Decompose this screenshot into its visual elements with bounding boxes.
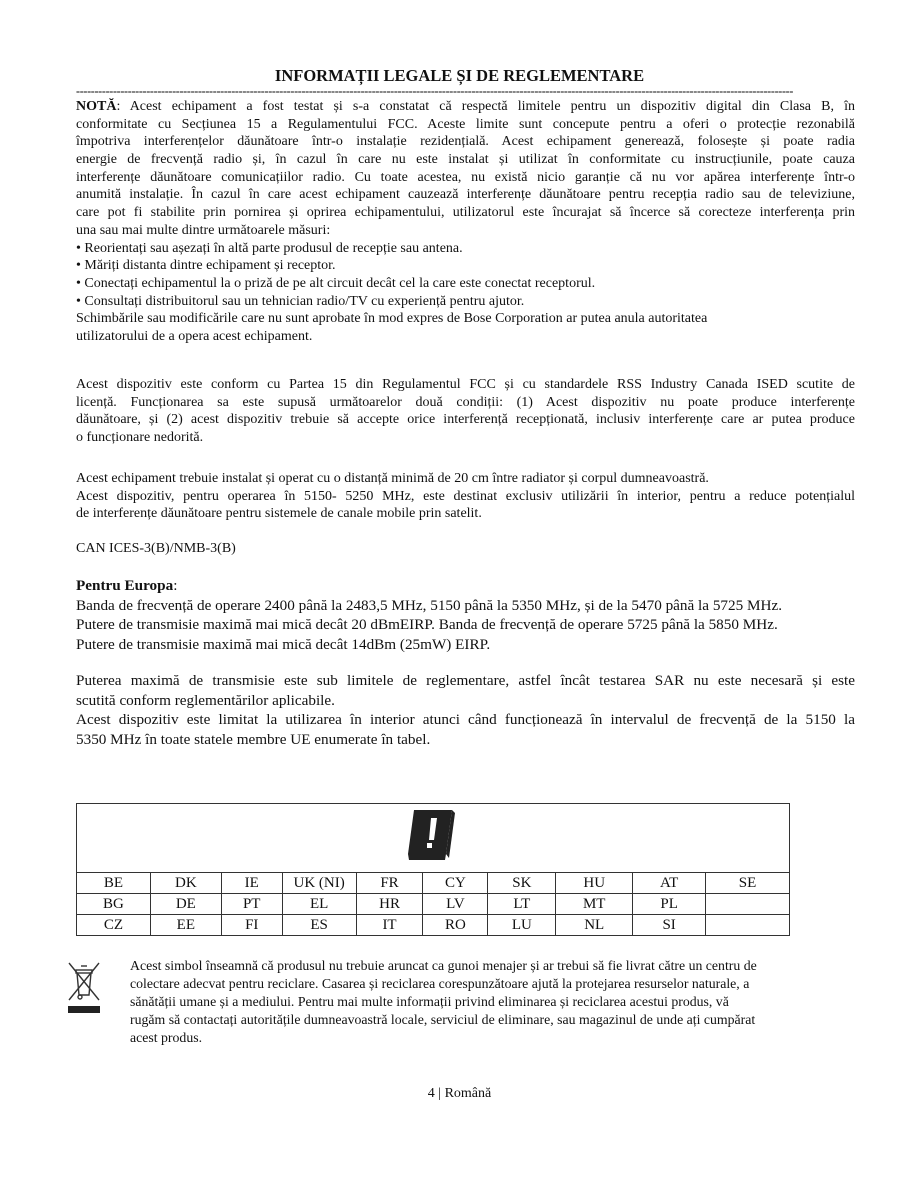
bullet-item: • Măriți distanta dintre echipament și receptor. — [76, 258, 336, 274]
country-cell: RO — [423, 915, 488, 936]
distance-paragraph — [76, 470, 855, 523]
fcc-rss-paragraph — [76, 376, 855, 447]
country-cell: UK (NI) — [282, 873, 356, 894]
sar-paragraph — [76, 671, 855, 749]
country-cell: FI — [221, 915, 282, 936]
caution-book-icon — [402, 804, 464, 866]
text-line: sănătății umane și a mediului. Pentru mai multe informații privind eliminarea și reciclarea acestui produs, vă — [130, 994, 729, 1009]
europe-heading: Pentru Europa — [76, 577, 174, 594]
warning-icon-cell — [77, 804, 790, 873]
country-cell: NL — [556, 915, 633, 936]
note-label: NOTĂ — [76, 99, 117, 114]
country-cell: CZ — [77, 915, 151, 936]
separator-line: -------------------------------------------------------------------------------------------------------------------------------------------------------------------------------------------------- — [76, 84, 794, 98]
note-line: anumită instalație. În cazul în care acest echipament cauzează interferențe dăunătoare pentru recepția radio sau de televiziune, — [76, 187, 855, 203]
country-cell: LV — [423, 894, 488, 915]
note-line: interferențe dăunătoare comunicațiilor radio. Cu toate acestea, nu există nicio garanție că nu vor apărea interferențe într-o — [76, 169, 855, 185]
table-row — [77, 873, 790, 894]
country-cell: EL — [282, 894, 356, 915]
table-row — [77, 915, 790, 936]
country-cell: EE — [150, 915, 221, 936]
country-cell: PT — [221, 894, 282, 915]
ices-text: CAN ICES-3(B)/NMB-3(B) — [76, 541, 236, 556]
text-line: Putere de transmisie maximă mai mică decât 14dBm (25mW) EIRP. — [76, 635, 491, 653]
country-cell: CY — [423, 873, 488, 894]
table-row — [77, 894, 790, 915]
note-line: una sau mai multe dintre următoarele măsuri: — [76, 222, 331, 238]
ices-line — [76, 540, 855, 558]
country-cell: DK — [150, 873, 221, 894]
text-line: scutită conform reglementărilor aplicabile. — [76, 691, 335, 709]
country-cell — [706, 894, 790, 915]
country-cell: HR — [356, 894, 423, 915]
country-cell: SI — [633, 915, 706, 936]
country-cell: DE — [150, 894, 221, 915]
text-line: dăunătoare, și (2) acest dispozitiv trebuie să accepte orice interferență recepționată, inclusiv interferențe care ar putea produce — [76, 412, 855, 428]
text-line: Acest dispozitiv este conform cu Partea 15 din Regulamentul FCC și cu standardele RSS Industry Canada ISED scutite de — [76, 377, 855, 392]
text-line: Acest dispozitiv este limitat la utilizarea în interior atunci când funcționează în intervalul de frecvență de la 5150 la — [76, 711, 855, 728]
note-line: care pot fi stabilite prin pornirea și oprirea echipamentului, utilizatorul este încurajat să încerce să corecteze interferența prin — [76, 205, 855, 221]
country-cell: PL — [633, 894, 706, 915]
text-line: de interferențe dăunătoare pentru sistemele de canale mobile prin satelit. — [76, 506, 482, 522]
country-cell — [706, 915, 790, 936]
bullet-item: • Conectați echipamentul la o priză de pe alt circuit decât cel la care este conectat receptorul. — [76, 275, 596, 291]
text-line: 5350 MHz în toate statele membre UE enumerate în tabel. — [76, 730, 431, 748]
weee-crossed-bin-icon — [66, 960, 102, 1016]
country-cell: BE — [77, 873, 151, 894]
text-line: Acest echipament trebuie instalat și operat cu o distanță minimă de 20 cm între radiator și corpul dumneavoastră. — [76, 471, 709, 486]
changes-line: utilizatorului de a opera acest echipament. — [76, 328, 313, 344]
country-cell: AT — [633, 873, 706, 894]
country-restriction-table — [76, 803, 790, 936]
weee-disposal-text — [130, 957, 855, 1047]
note-line: împotriva interferențelor dăunătoare într-o instalație rezidențială. Acest echipament generează, folosește și poate radia — [76, 134, 855, 150]
note-line: energie de frecvență radio și, în cazul în care nu este instalat și utilizat în conformitate cu instrucțiunile, poate cauza — [76, 152, 855, 168]
europe-heading-line: Pentru Europa: — [76, 577, 178, 594]
text-line: licență. Funcționarea sa este supusă următoarelor două condiții: (1) Acest dispozitiv nu poate produce interferențe — [76, 394, 855, 410]
text-line: Putere de transmisie maximă mai mică decât 20 dBmEIRP. Banda de frecvență de operare 5725 până la 5850 MHz. — [76, 616, 778, 633]
page-title: INFORMAȚII LEGALE ȘI DE REGLEMENTARE — [274, 66, 645, 85]
bullet-item: • Consultați distribuitorul sau un tehnician radio/TV cu experiență pentru ajutor. — [76, 293, 525, 309]
text-line: Puterea maximă de transmisie este sub limitele de reglementare, astfel încât testarea SAR nu este necesară și este — [76, 672, 855, 689]
text-line: Acest dispozitiv, pentru operarea în 5150- 5250 MHz, este destinat exclusiv utilizării în interior, pentru a reduce potențialul — [76, 488, 855, 504]
country-cell: IE — [221, 873, 282, 894]
country-cell: SE — [706, 873, 790, 894]
country-cell: SK — [488, 873, 556, 894]
page-footer: 4 | Română — [427, 1086, 492, 1101]
country-cell: BG — [77, 894, 151, 915]
country-cell: ES — [282, 915, 356, 936]
country-cell: MT — [556, 894, 633, 915]
country-cell: IT — [356, 915, 423, 936]
note-line: NOTĂ: Acest echipament a fost testat și s-a constatat că respectă limitele pentru un dispozitiv digital din Clasa B, în — [76, 99, 855, 114]
europe-section — [76, 576, 855, 654]
text-line: colectare adecvat pentru reciclare. Casarea și reciclarea corespunzătoare ajută la protejarea resurselor naturale, a — [130, 976, 750, 991]
country-cell: HU — [556, 873, 633, 894]
text-line: Acest simbol înseamnă că produsul nu trebuie aruncat ca gunoi menajer și ar trebui să fie livrat către un centru de — [130, 958, 757, 973]
country-cell: LU — [488, 915, 556, 936]
text-line: o funcționare nedorită. — [76, 430, 204, 446]
bullet-item: • Reorientați sau așezați în altă parte produsul de recepție sau antena. — [76, 240, 463, 256]
text-line: acest produs. — [130, 1030, 203, 1045]
note-line: conformitate cu Secțiunea 15 a Regulamentului FCC. Aceste limite sunt concepute pentru a oferi o protecție rezonabilă — [76, 116, 855, 132]
text-line: rugăm să contactați autoritățile dumneavoastră locale, serviciul de eliminare, sau magazinul de unde ați cumpărat — [130, 1012, 756, 1027]
fcc-note — [76, 98, 855, 346]
country-cell: LT — [488, 894, 556, 915]
changes-line: Schimbările sau modificările care nu sunt aprobate în mod expres de Bose Corporation ar putea anula autoritatea — [76, 311, 708, 327]
text-line: Banda de frecvență de operare 2400 până la 2483,5 MHz, 5150 până la 5350 MHz, și de la 5470 până la 5725 MHz. — [76, 596, 782, 614]
country-cell: FR — [356, 873, 423, 894]
